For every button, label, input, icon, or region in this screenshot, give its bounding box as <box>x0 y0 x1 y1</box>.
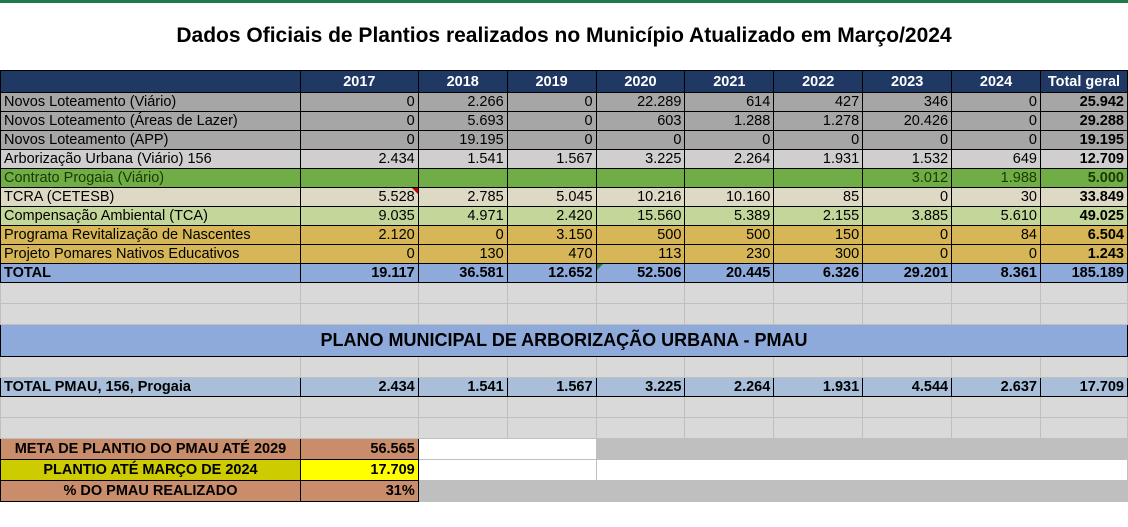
row-total-cell[interactable]: 49.025 <box>1040 207 1127 226</box>
row-total-cell[interactable]: 5.000 <box>1040 169 1127 188</box>
header-cell-total[interactable]: Total geral <box>1040 71 1127 93</box>
value-cell[interactable]: 1.567 <box>507 150 596 169</box>
pmau-banner[interactable]: PLANO MUNICIPAL DE ARBORIZAÇÃO URBANA - PMAU <box>1 325 1128 357</box>
value-cell[interactable]: 5.528 <box>300 188 418 207</box>
total-cell[interactable]: 29.201 <box>863 264 952 283</box>
empty-row <box>1 357 1128 378</box>
pmau-total-cell[interactable]: 1.931 <box>774 378 863 397</box>
value-cell[interactable]: 1.988 <box>952 169 1041 188</box>
total-cell[interactable]: 52.506 <box>596 264 685 283</box>
empty-row <box>1 304 1128 325</box>
value-cell[interactable]: 5.389 <box>685 207 774 226</box>
header-cell-2017[interactable]: 2017 <box>300 71 418 93</box>
header-cell-2021[interactable]: 2021 <box>685 71 774 93</box>
value-cell[interactable]: 0 <box>596 131 685 150</box>
row-label[interactable]: Contrato Progaia (Viário) <box>1 169 301 188</box>
table-row <box>1 131 1128 150</box>
header-cell-2022[interactable]: 2022 <box>774 71 863 93</box>
value-cell[interactable]: 0 <box>863 226 952 245</box>
value-cell[interactable]: 1.288 <box>685 112 774 131</box>
meta-label[interactable]: META DE PLANTIO DO PMAU ATÉ 2029 <box>1 439 301 460</box>
value-cell[interactable]: 9.035 <box>300 207 418 226</box>
value-cell[interactable]: 2.155 <box>774 207 863 226</box>
value-cell[interactable]: 5.693 <box>418 112 507 131</box>
value-cell[interactable]: 3.885 <box>863 207 952 226</box>
value-cell[interactable]: 2.420 <box>507 207 596 226</box>
row-total-cell[interactable]: 6.504 <box>1040 226 1127 245</box>
row-label[interactable]: TCRA (CETESB) <box>1 188 301 207</box>
value-cell[interactable]: 2.434 <box>300 150 418 169</box>
table-row <box>1 207 1128 226</box>
value-cell[interactable]: 22.289 <box>596 93 685 112</box>
value-cell[interactable]: 0 <box>507 112 596 131</box>
plantio-value[interactable]: 17.709 <box>300 460 418 481</box>
value-cell[interactable]: 346 <box>863 93 952 112</box>
header-cell-2019[interactable]: 2019 <box>507 71 596 93</box>
value-cell[interactable]: 0 <box>863 131 952 150</box>
value-cell[interactable]: 614 <box>685 93 774 112</box>
planting-data-table <box>0 70 1128 502</box>
value-cell[interactable]: 15.560 <box>596 207 685 226</box>
total-cell[interactable]: 19.117 <box>300 264 418 283</box>
empty-row <box>1 418 1128 439</box>
value-cell[interactable] <box>596 169 685 188</box>
value-cell[interactable]: 0 <box>300 245 418 264</box>
value-cell[interactable]: 2.120 <box>300 226 418 245</box>
total-label[interactable]: TOTAL <box>1 264 301 283</box>
value-cell[interactable]: 0 <box>300 93 418 112</box>
total-row <box>1 264 1128 283</box>
total-cell[interactable]: 6.326 <box>774 264 863 283</box>
value-cell[interactable]: 0 <box>507 131 596 150</box>
pmau-banner-row <box>1 325 1128 357</box>
empty-row <box>1 283 1128 304</box>
value-cell[interactable] <box>774 169 863 188</box>
value-cell[interactable] <box>685 169 774 188</box>
table-row <box>1 93 1128 112</box>
value-cell[interactable] <box>418 169 507 188</box>
value-cell[interactable]: 649 <box>952 150 1041 169</box>
table-row <box>1 226 1128 245</box>
row-label[interactable]: Arborização Urbana (Viário) 156 <box>1 150 301 169</box>
pmau-total-cell[interactable]: 1.541 <box>418 378 507 397</box>
value-cell[interactable]: 500 <box>685 226 774 245</box>
value-cell[interactable]: 10.216 <box>596 188 685 207</box>
header-row <box>1 71 1128 93</box>
total-cell[interactable]: 12.652 <box>507 264 596 283</box>
value-cell[interactable]: 30 <box>952 188 1041 207</box>
pmau-total-cell[interactable]: 4.544 <box>863 378 952 397</box>
value-cell[interactable]: 500 <box>596 226 685 245</box>
table-row <box>1 112 1128 131</box>
total-cell[interactable]: 36.581 <box>418 264 507 283</box>
percent-value[interactable]: 31% <box>300 481 418 502</box>
value-cell[interactable] <box>507 169 596 188</box>
pmau-total-cell[interactable]: 2.434 <box>300 378 418 397</box>
row-total-cell[interactable]: 33.849 <box>1040 188 1127 207</box>
value-cell[interactable]: 603 <box>596 112 685 131</box>
row-total-cell[interactable]: 25.942 <box>1040 93 1127 112</box>
value-cell[interactable]: 0 <box>418 226 507 245</box>
value-cell[interactable]: 3.012 <box>863 169 952 188</box>
pmau-total-cell[interactable]: 1.567 <box>507 378 596 397</box>
value-cell[interactable]: 19.195 <box>418 131 507 150</box>
row-total-cell[interactable]: 19.195 <box>1040 131 1127 150</box>
empty-row <box>1 397 1128 418</box>
value-cell[interactable]: 0 <box>863 188 952 207</box>
row-total-cell[interactable]: 12.709 <box>1040 150 1127 169</box>
pmau-total-row <box>1 378 1128 397</box>
value-cell[interactable]: 3.150 <box>507 226 596 245</box>
value-cell[interactable]: 0 <box>863 245 952 264</box>
value-cell[interactable]: 470 <box>507 245 596 264</box>
grand-total-cell[interactable]: 185.189 <box>1040 264 1127 283</box>
value-cell[interactable]: 84 <box>952 226 1041 245</box>
row-total-cell[interactable]: 1.243 <box>1040 245 1127 264</box>
header-cell-2018[interactable]: 2018 <box>418 71 507 93</box>
sheet-title: Dados Oficiais de Plantios realizados no Município Atualizado em Março/2024 <box>176 24 952 47</box>
row-label[interactable]: Compensação Ambiental (TCA) <box>1 207 301 226</box>
table-row <box>1 150 1128 169</box>
value-cell[interactable]: 0 <box>952 245 1041 264</box>
value-cell[interactable]: 5.610 <box>952 207 1041 226</box>
summary-row-percent <box>1 481 1128 502</box>
value-cell[interactable]: 130 <box>418 245 507 264</box>
row-label[interactable]: Projeto Pomares Nativos Educativos <box>1 245 301 264</box>
value-cell[interactable]: 1.278 <box>774 112 863 131</box>
row-label[interactable]: Novos Loteamento (Viário) <box>1 93 301 112</box>
value-cell[interactable]: 85 <box>774 188 863 207</box>
row-label[interactable]: Novos Loteamento (APP) <box>1 131 301 150</box>
row-label[interactable]: Programa Revitalização de Nascentes <box>1 226 301 245</box>
value-cell[interactable]: 427 <box>774 93 863 112</box>
value-cell[interactable]: 10.160 <box>685 188 774 207</box>
summary-row-meta <box>1 439 1128 460</box>
value-cell[interactable]: 0 <box>774 131 863 150</box>
value-cell[interactable]: 0 <box>952 93 1041 112</box>
table-row <box>1 169 1128 188</box>
row-total-cell[interactable]: 29.288 <box>1040 112 1127 131</box>
value-cell[interactable]: 20.426 <box>863 112 952 131</box>
header-cell-2024[interactable]: 2024 <box>952 71 1041 93</box>
value-cell[interactable]: 4.971 <box>418 207 507 226</box>
value-cell[interactable]: 2.266 <box>418 93 507 112</box>
value-cell[interactable]: 0 <box>507 93 596 112</box>
value-cell[interactable]: 3.225 <box>596 150 685 169</box>
value-cell[interactable]: 2.264 <box>685 150 774 169</box>
value-cell[interactable]: 1.541 <box>418 150 507 169</box>
pmau-total-cell[interactable]: 2.637 <box>952 378 1041 397</box>
table-row <box>1 188 1128 207</box>
summary-row-plantio <box>1 460 1128 481</box>
row-label[interactable]: Novos Loteamento (Áreas de Lazer) <box>1 112 301 131</box>
value-cell[interactable]: 300 <box>774 245 863 264</box>
pmau-grand-total-cell[interactable]: 17.709 <box>1040 378 1127 397</box>
value-cell[interactable]: 0 <box>300 112 418 131</box>
value-cell[interactable]: 150 <box>774 226 863 245</box>
value-cell[interactable]: 0 <box>952 112 1041 131</box>
pmau-total-cell[interactable]: 2.264 <box>685 378 774 397</box>
top-border-line <box>0 0 1128 3</box>
value-cell[interactable]: 0 <box>952 131 1041 150</box>
table-row <box>1 245 1128 264</box>
value-cell[interactable]: 2.785 <box>418 188 507 207</box>
pmau-total-label[interactable]: TOTAL PMAU, 156, Progaia <box>1 378 301 397</box>
plantio-label[interactable]: PLANTIO ATÉ MARÇO DE 2024 <box>1 460 301 481</box>
value-cell[interactable]: 113 <box>596 245 685 264</box>
header-cell-2020[interactable]: 2020 <box>596 71 685 93</box>
total-cell[interactable]: 20.445 <box>685 264 774 283</box>
pmau-total-cell[interactable]: 3.225 <box>596 378 685 397</box>
value-cell[interactable] <box>300 169 418 188</box>
value-cell[interactable]: 5.045 <box>507 188 596 207</box>
header-cell-2023[interactable]: 2023 <box>863 71 952 93</box>
value-cell[interactable]: 1.931 <box>774 150 863 169</box>
percent-label[interactable]: % DO PMAU REALIZADO <box>1 481 301 502</box>
value-cell[interactable]: 1.532 <box>863 150 952 169</box>
meta-value[interactable]: 56.565 <box>300 439 418 460</box>
total-cell[interactable]: 8.361 <box>952 264 1041 283</box>
value-cell[interactable]: 230 <box>685 245 774 264</box>
value-cell[interactable]: 0 <box>685 131 774 150</box>
header-cell[interactable] <box>1 71 301 93</box>
value-cell[interactable]: 0 <box>300 131 418 150</box>
